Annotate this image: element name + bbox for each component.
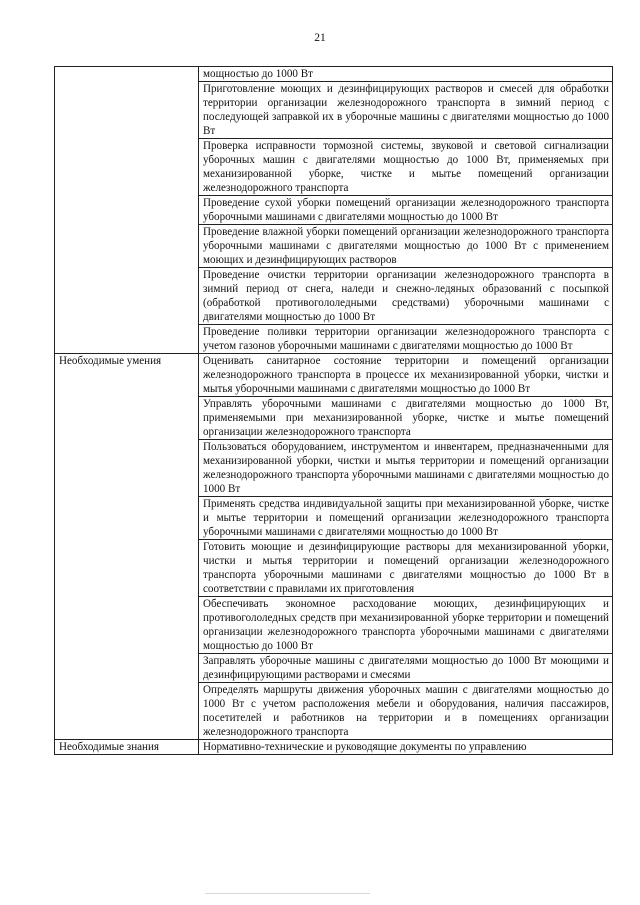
table-cell: Оценивать санитарное состояние территории и помещений организации железнодорожного транспорта в процессе их механизированной уборки, чистки и мытья уборочными машинами с двигателями мощностью до 1000 Вт [199, 354, 613, 397]
table-cell: Применять средства индивидуальной защиты при механизированной уборке, чистке и мытье территории и помещений организации железнодорожного транспорта уборочными машинами с двигателями мощностью до 1000 Вт [199, 497, 613, 540]
row-label [55, 67, 199, 354]
table-cell: Пользоваться оборудованием, инструментом и инвентарем, предназначенными для механизированной уборки, чистки и мытья территории и помещений организации железнодорожного транспорта уборочными машинами с двигателями мощностью до 1000 Вт [199, 440, 613, 497]
table-cell: Готовить моющие и дезинфицирующие растворы для механизированной уборки, чистки и мытья территории и помещений организации железнодорожного транспорта уборочными машинами с двигателями мощностью до 1000 Вт в соответствии с правилами их приготовления [199, 540, 613, 597]
table-cell: Проведение очистки территории организации железнодорожного транспорта в зимний период от снега, наледи и снежно-ледяных образований с посыпкой (обработкой противогололедными средствами) уборочными машинами с двигателями мощностью до 1000 Вт [199, 268, 613, 325]
table-cell: Проверка исправности тормозной системы, звуковой и световой сигнализации уборочных машин с двигателями мощностью до 1000 Вт, применяемых при механизированной уборке, чистке и мытье помещений организации железнодорожного транспорта [199, 139, 613, 196]
row-label-skills: Необходимые умения [55, 354, 199, 740]
requirements-table [54, 66, 613, 755]
table-cell: мощностью до 1000 Вт [199, 67, 613, 82]
table-cell: Нормативно-технические и руководящие документы по управлению [199, 740, 613, 755]
row-label-knowledge: Необходимые знания [55, 740, 199, 755]
page-number: 21 [314, 32, 326, 44]
table-row [55, 354, 613, 397]
table-cell: Заправлять уборочные машины с двигателями мощностью до 1000 Вт моющими и дезинфицирующими растворами и смесями [199, 654, 613, 683]
table-cell: Обеспечивать экономное расходование моющих, дезинфицирующих и противогололедных средств при механизированной уборке территории и помещений организации железнодорожного транспорта уборочными машинами с двигателями мощностью до 1000 Вт [199, 597, 613, 654]
table-cell: Проведение влажной уборки помещений организации железнодорожного транспорта уборочными машинами с двигателями мощностью до 1000 Вт с применением моющих и дезинфицирующих растворов [199, 225, 613, 268]
table-cell: Определять маршруты движения уборочных машин с двигателями мощностью до 1000 Вт с учетом расположения мебели и оборудования, наличия пассажиров, посетителей и работников на территории и в помещениях организации железнодорожного транспорта [199, 683, 613, 740]
table-cell: Управлять уборочными машинами с двигателями мощностью до 1000 Вт, применяемыми при механизированной уборке, чистке и мытье помещений организации железнодорожного транспорта [199, 397, 613, 440]
scan-artifact-line [205, 893, 370, 894]
table-cell: Проведение поливки территории организации железнодорожного транспорта с учетом газонов уборочными машинами с двигателями мощностью до 1000 Вт [199, 325, 613, 354]
table-row [55, 67, 613, 82]
table-row [55, 740, 613, 755]
table-cell: Проведение сухой уборки помещений организации железнодорожного транспорта уборочными машинами с двигателями мощностью до 1000 Вт [199, 196, 613, 225]
table-cell: Приготовление моющих и дезинфицирующих растворов и смесей для обработки территории организации железнодорожного транспорта в зимний период с последующей заправкой их в уборочные машины с двигателями мощностью до 1000 Вт [199, 82, 613, 139]
